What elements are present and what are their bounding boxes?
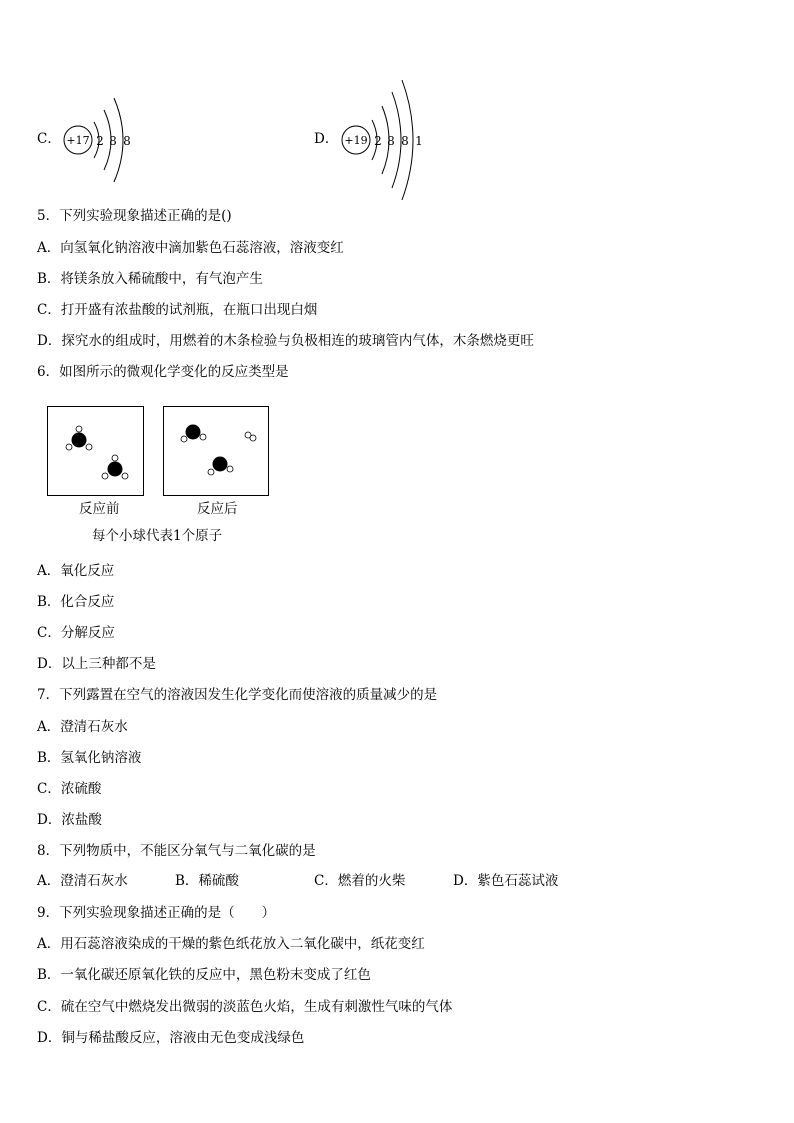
question-5-option-b: B．将镁条放入稀硫酸中，有气泡产生 — [37, 271, 263, 287]
question-6-option-c: C．分解反应 — [37, 625, 115, 641]
question-7-option-a: A．澄清石灰水 — [37, 719, 128, 735]
molecule-diagram-after — [164, 407, 268, 495]
question-7-option-d: D．浓盐酸 — [37, 812, 102, 828]
small-atom — [86, 444, 92, 450]
small-atom — [227, 466, 233, 472]
large-atom — [108, 462, 123, 477]
figure-note: 每个小球代表1个原子 — [92, 528, 223, 544]
question-6-option-a: A．氧化反应 — [37, 563, 115, 579]
question-6-stem: 6．如图所示的微观化学变化的反应类型是 — [37, 364, 289, 380]
option-c-label: C． — [37, 131, 61, 147]
shell-electron-count: 8 — [387, 134, 395, 148]
question-7-option-c: C．浓硫酸 — [37, 781, 102, 797]
option-d-label: D． — [314, 131, 339, 147]
question-9-option-a: A．用石蕊溶液染成的干燥的紫色纸花放入二氧化碳中，纸花变红 — [37, 936, 425, 952]
question-9-option-d: D．铜与稀盐酸反应，溶液由无色变成浅绿色 — [37, 1030, 305, 1046]
question-6-option-d: D．以上三种都不是 — [37, 656, 156, 672]
question-7-stem: 7．下列露置在空气的溶液因发生化学变化而使溶液的质量减少的是 — [37, 687, 438, 703]
large-atom — [186, 425, 201, 440]
question-8-option-c: C．燃着的火柴 — [314, 873, 406, 889]
small-atom — [208, 469, 214, 475]
shell-electron-count: 1 — [415, 134, 423, 148]
nucleus-charge: +17 — [66, 134, 90, 147]
question-9-option-c: C．硫在空气中燃烧发出微弱的淡蓝色火焰，生成有刺激性气味的气体 — [37, 999, 453, 1015]
shell-electron-count: 8 — [401, 134, 409, 148]
question-8-option-b: B．稀硫酸 — [175, 873, 239, 889]
large-atom — [72, 433, 87, 448]
after-caption: 反应后 — [197, 501, 238, 517]
question-9-stem: 9．下列实验现象描述正确的是（ ） — [37, 905, 276, 921]
reaction-after-box — [163, 406, 269, 496]
atom-structure-diagram-d — [338, 78, 438, 202]
question-7-option-b: B．氢氧化钠溶液 — [37, 750, 142, 766]
small-atom — [250, 435, 256, 441]
question-8-stem: 8．下列物质中，不能区分氧气与二氧化碳的是 — [37, 843, 316, 859]
reaction-before-box — [47, 406, 144, 496]
atom-structure-diagram-c — [60, 92, 140, 188]
small-atom — [102, 473, 108, 479]
question-5-option-c: C．打开盛有浓盐酸的试剂瓶，在瓶口出现白烟 — [37, 302, 318, 318]
nucleus-charge: +19 — [344, 134, 368, 147]
small-atom — [181, 436, 187, 442]
small-atom — [122, 473, 128, 479]
small-atom — [66, 444, 72, 450]
before-caption: 反应前 — [79, 501, 120, 517]
large-atom — [213, 457, 228, 472]
shell-electron-count: 8 — [109, 134, 117, 148]
shell-electron-count: 2 — [96, 134, 104, 148]
small-atom — [112, 455, 118, 461]
small-atom — [76, 426, 82, 432]
question-5-option-a: A．向氢氧化钠溶液中滴加紫色石蕊溶液，溶液变红 — [37, 240, 344, 256]
shell-electron-count: 8 — [123, 134, 131, 148]
shell-electron-count: 2 — [374, 134, 382, 148]
question-8-option-a: A．澄清石灰水 — [37, 873, 128, 889]
question-5-option-d: D．探究水的组成时，用燃着的木条检验与负极相连的玻璃管内气体，木条燃烧更旺 — [37, 333, 534, 349]
question-8-option-d: D．紫色石蕊试液 — [453, 873, 559, 889]
small-atom — [200, 434, 206, 440]
question-5-stem: 5．下列实验现象描述正确的是() — [37, 208, 232, 224]
molecule-diagram-before — [48, 407, 143, 495]
question-6-option-b: B．化合反应 — [37, 594, 115, 610]
question-9-option-b: B．一氧化碳还原氧化铁的反应中，黑色粉末变成了红色 — [37, 967, 371, 983]
